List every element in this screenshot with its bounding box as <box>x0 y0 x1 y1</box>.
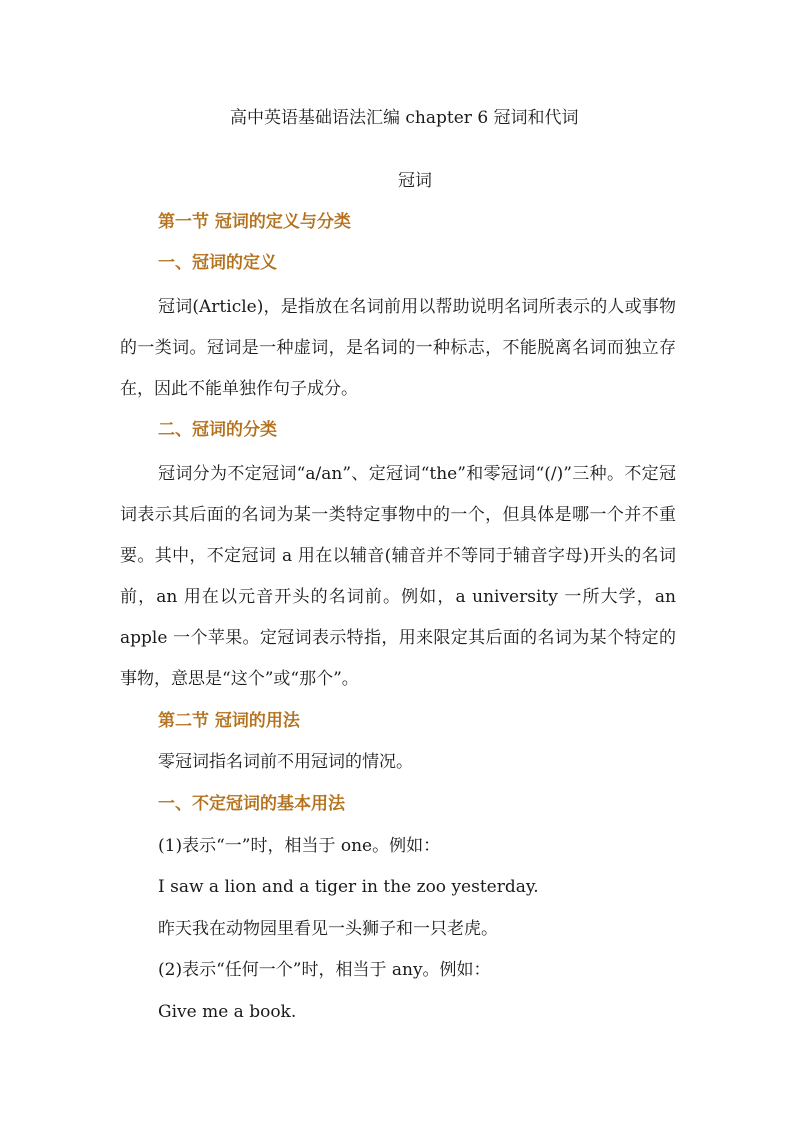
section-2-heading: 第二节 冠词的用法 <box>158 711 300 731</box>
example-1-chinese: 昨天我在动物园里看见一头狮子和一只老虎。 <box>158 919 498 939</box>
usage-item-2: (2)表示“任何一个”时，相当于 any。例如： <box>158 960 491 980</box>
definition-paragraph: 冠词(Article)，是指放在名词前用以帮助说明名词所表示的人或事物的一类词。冠词是一种虚词，是名词的一种标志，不能脱离名词而独立存在，因此不能单独作句子成分。 <box>120 297 676 399</box>
example-1-english: I saw a lion and a tiger in the zoo yesterday. <box>158 877 539 897</box>
chapter-subtitle: 冠词 <box>398 171 432 191</box>
example-2-english: Give me a book. <box>158 1002 297 1022</box>
document-title: 高中英语基础语法汇编 chapter 6 冠词和代词 <box>230 108 579 128</box>
section-1-heading: 第一节 冠词的定义与分类 <box>158 212 351 232</box>
section-2-subheading-indefinite: 一、不定冠词的基本用法 <box>158 794 345 814</box>
classification-paragraph: 冠词分为不定冠词“a/an”、定冠词“the”和零冠词“(/)”三种。不定冠词表示其后面的名词为某一类特定事物中的一个，但具体是哪一个并不重要。其中，不定冠词 a 用在以辅音(辅音并不等同于辅音字母)开头的名词前，an 用在以元音开头的名词前。例如，a university 一所大学，an apple 一个苹果。定冠词表示特指，用来限定其后面的名词为某个特定的事物，意思是“这个”或“那个”。 <box>120 464 676 689</box>
section-1-subheading-classification: 二、冠词的分类 <box>158 420 277 440</box>
zero-article-paragraph: 零冠词指名词前不用冠词的情况。 <box>158 752 413 772</box>
section-1-subheading-definition: 一、冠词的定义 <box>158 253 277 273</box>
usage-item-1: (1)表示“一”时，相当于 one。例如： <box>158 836 441 856</box>
